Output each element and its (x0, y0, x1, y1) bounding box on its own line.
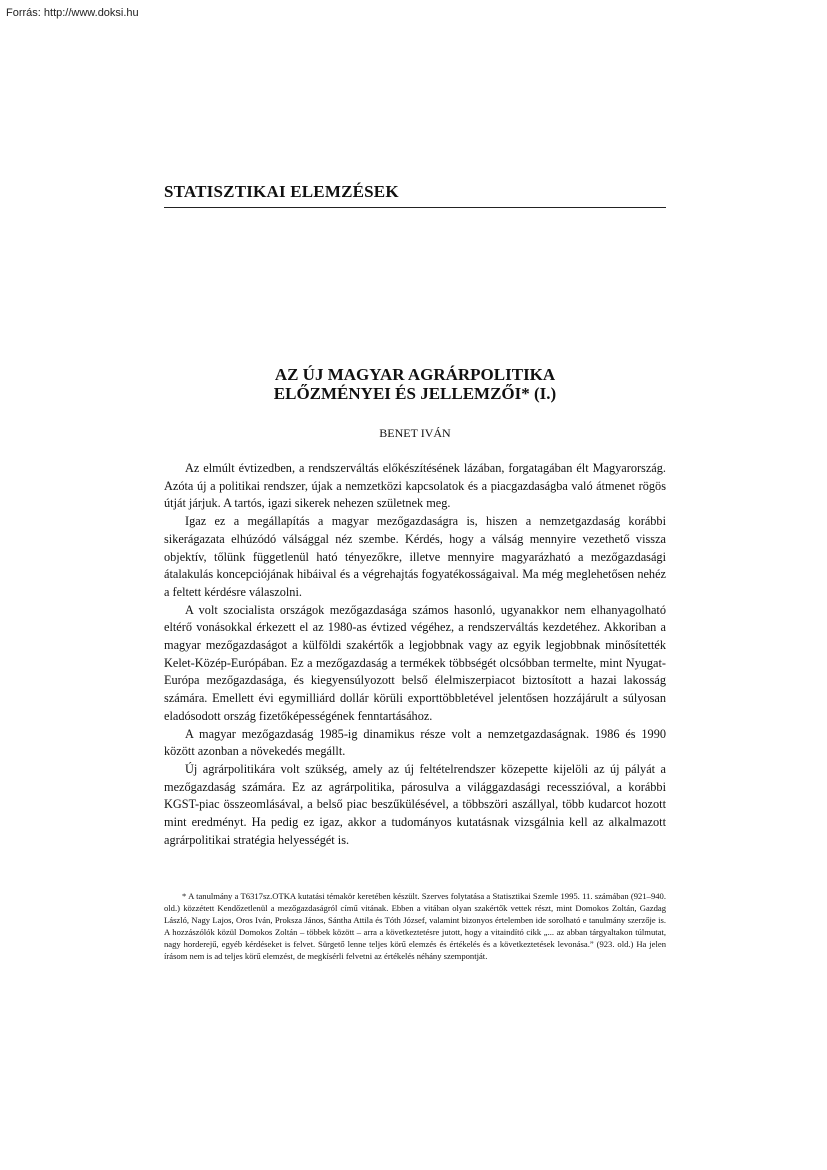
article-title-line-1: AZ ÚJ MAGYAR AGRÁRPOLITIKA (274, 365, 556, 384)
footnote (164, 890, 666, 962)
paragraph: Új agrárpolitikára volt szükség, amely az új feltételrendszer közepette kijelöli az új pályát a mezőgazdaság számára. Ez az agrárpolitika, párosulva a világgazdasági recesszióval, a korábbi KGST-piac összeomlásával, a belső piac beszűkülésével, a többszöri aszállyal, több kudarcot hozott mint eredményt. Ha pedig ez igaz, akkor a tudományos kutatásnak vizsgálnia kell az alkalmazott agrárpolitikai stratégia helyességét is. (164, 761, 666, 847)
paragraph: A magyar mezőgazdaság 1985-ig dinamikus része volt a nemzetgazdaságnak. 1986 és 1990 között azonban a növekedés megállt. (164, 726, 666, 759)
article-title (164, 365, 666, 403)
footnote-text: * A tanulmány a T6317sz.OTKA kutatási témakör keretében készült. Szerves folytatása a Statisztikai Szemle 1995. 11. számában (921–940. old.) közzétett Kendőzetlenül a mezőgazdaságról című vitának. Ebben a vitában olyan szakértők vettek részt, mint Domokos Zoltán, Gazdag László, Nagy Lajos, Oros Iván, Proksza János, Sántha Attila és Tóth József, valamint bizonyos értelemben ide sorolható e tanulmány szerzője is. A hozzászólók közül Domokos Zoltán – többek között – arra a következtetésre jutott, hogy a vitaindító cikk „... az abban tárgyaltakon túlmutat, nagy horderejű, egyéb kérdéseket is felvet. Sürgető lenne teljes körű elemzés és értékelés és a következtetések levonása.” (923. old.) Ha jelen írásom nem is ad teljes körű elemzést, de megkísérli felvetni az értékelés néhány szempontját. (164, 891, 666, 961)
article-title-line-2: ELŐZMÉNYEI ÉS JELLEMZŐI* (I.) (273, 384, 557, 403)
paragraph: A volt szocialista országok mezőgazdasága számos hasonló, ugyanakkor nem elhanyagolható eltérő vonásokkal érkezett el az 1980-as évtized végéhez, a rendszerváltás kezdetéhez. Akkoriban a magyar mezőgazdaságot a külföldi szakértők a legjobbnak vagy az egyik legjobbnak minősítették Kelet-Közép-Európában. Ez a mezőgazdaság a termékek többségét olcsóbban termelte, mint Nyugat-Európa mezőgazdasága, és kiegyensúlyozott belső élelmiszerpiacot biztosított a hazai lakosság számára. Emellett évi egymilliárd dollár körüli exporttöbbletével jelentősen hozzájárult a súlyosan eladósodott ország fizetőképességének fenntartásához. (164, 602, 666, 723)
article-body (164, 460, 666, 849)
source-url: Forrás: http://www.doksi.hu (6, 7, 139, 19)
paragraph: Igaz ez a megállapítás a magyar mezőgazdaságra is, hiszen a nemzetgazdaság korábbi sikerágazata elhúzódó válsággal néz szembe. Kérdés, hogy a válság mennyire vezethető vissza objektív, tőlünk függetlenül ható tényezőkre, illetve mennyire magyarázható a mezőgazdasági átalakulás koncepciójának hibáival és a végrehajtás fogyatékosságaival. Ma még meglehetősen nehéz a feltett kérdésre válaszolni. (164, 514, 666, 599)
author: BENET IVÁN (379, 426, 451, 440)
section-title: STATISZTIKAI ELEMZÉSEK (164, 182, 666, 208)
paragraph: Az elmúlt évtizedben, a rendszerváltás előkészítésének lázában, forgatagában élt Magyarország. Azóta új a politikai rendszer, újak a nemzetközi kapcsolatok és a piacgazdaságba való átmenet rögös útját járjuk. A tartós, igazi sikerek nehezen születnek meg. (164, 461, 666, 511)
